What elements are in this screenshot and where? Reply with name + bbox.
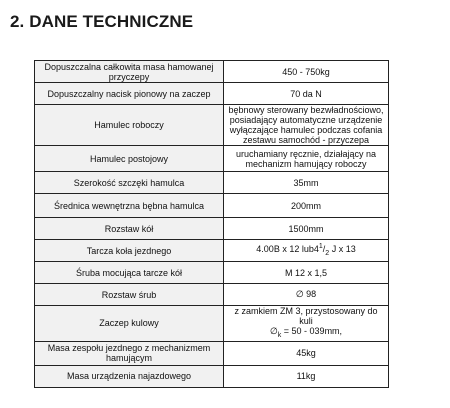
technical-data-table	[34, 60, 389, 388]
section-heading: 2. DANE TECHNICZNE	[10, 12, 194, 31]
row-label: Dopuszczalny nacisk pionowy na zaczep	[35, 83, 224, 105]
diameter-subscript: k	[277, 331, 282, 339]
table-row	[35, 262, 389, 284]
row-label: Zaczep kulowy	[35, 306, 224, 342]
table-row	[35, 83, 389, 105]
table-row	[35, 105, 389, 146]
row-value: uruchamiany ręcznie, działający na mechanizm hamujący roboczy	[224, 146, 389, 172]
row-label: Tarcza koła jezdnego	[35, 240, 224, 262]
row-value	[224, 240, 389, 262]
table-row	[35, 365, 389, 387]
row-value: 35mm	[224, 172, 389, 194]
row-label: Dopuszczalna całkowita masa hamowanej przyczepy	[35, 61, 224, 83]
wheel-rim-sup: 1	[318, 243, 323, 251]
table-row	[35, 240, 389, 262]
row-label: Śruba mocująca tarcze kół	[35, 262, 224, 284]
row-value: 200mm	[224, 194, 389, 218]
table-row	[35, 146, 389, 172]
row-label: Hamulec postojowy	[35, 146, 224, 172]
row-value: bębnowy sterowany bezwładnościowo, posiadający automatyczne urządzenie wyłączające hamulec podczas cofania zestawu samochód - przyczepa	[224, 105, 389, 146]
row-value: 1500mm	[224, 218, 389, 240]
wheel-rim-slash: /	[322, 244, 326, 255]
row-value	[224, 306, 389, 342]
row-value: 11kg	[224, 365, 389, 387]
diameter-symbol: ∅	[295, 290, 304, 300]
row-label: Szerokość szczęki hamulca	[35, 172, 224, 194]
row-label: Rozstaw kół	[35, 218, 224, 240]
coupling-line2: = 50 - 039mm,	[281, 326, 343, 336]
table-row	[35, 284, 389, 306]
row-label: Rozstaw śrub	[35, 284, 224, 306]
table-row	[35, 306, 389, 342]
table-row	[35, 194, 389, 218]
row-label: Masa urządzenia najazdowego	[35, 365, 224, 387]
row-label: Średnica wewnętrzna bębna hamulca	[35, 194, 224, 218]
row-value: 70 da N	[224, 83, 389, 105]
table-row	[35, 341, 389, 365]
diameter-symbol: ∅	[269, 327, 278, 337]
wheel-rim-suffix: J x 13	[329, 244, 356, 255]
wheel-rim-prefix: 4.00B x 12 lub4	[256, 244, 319, 255]
row-label: Hamulec roboczy	[35, 105, 224, 146]
row-value: 45kg	[224, 341, 389, 365]
row-value: M 12 x 1,5	[224, 262, 389, 284]
wheel-rim-sub: 2	[325, 249, 330, 257]
row-label: Masa zespołu jezdnego z mechanizmem hamującym	[35, 341, 224, 365]
table-row	[35, 218, 389, 240]
table-row	[35, 61, 389, 83]
row-value	[224, 284, 389, 306]
coupling-line1: z zamkiem ZM 3, przystosowany do kuli	[234, 306, 378, 326]
row-value: 450 - 750kg	[224, 61, 389, 83]
bolt-spacing-value: 98	[303, 289, 317, 299]
table-row	[35, 172, 389, 194]
